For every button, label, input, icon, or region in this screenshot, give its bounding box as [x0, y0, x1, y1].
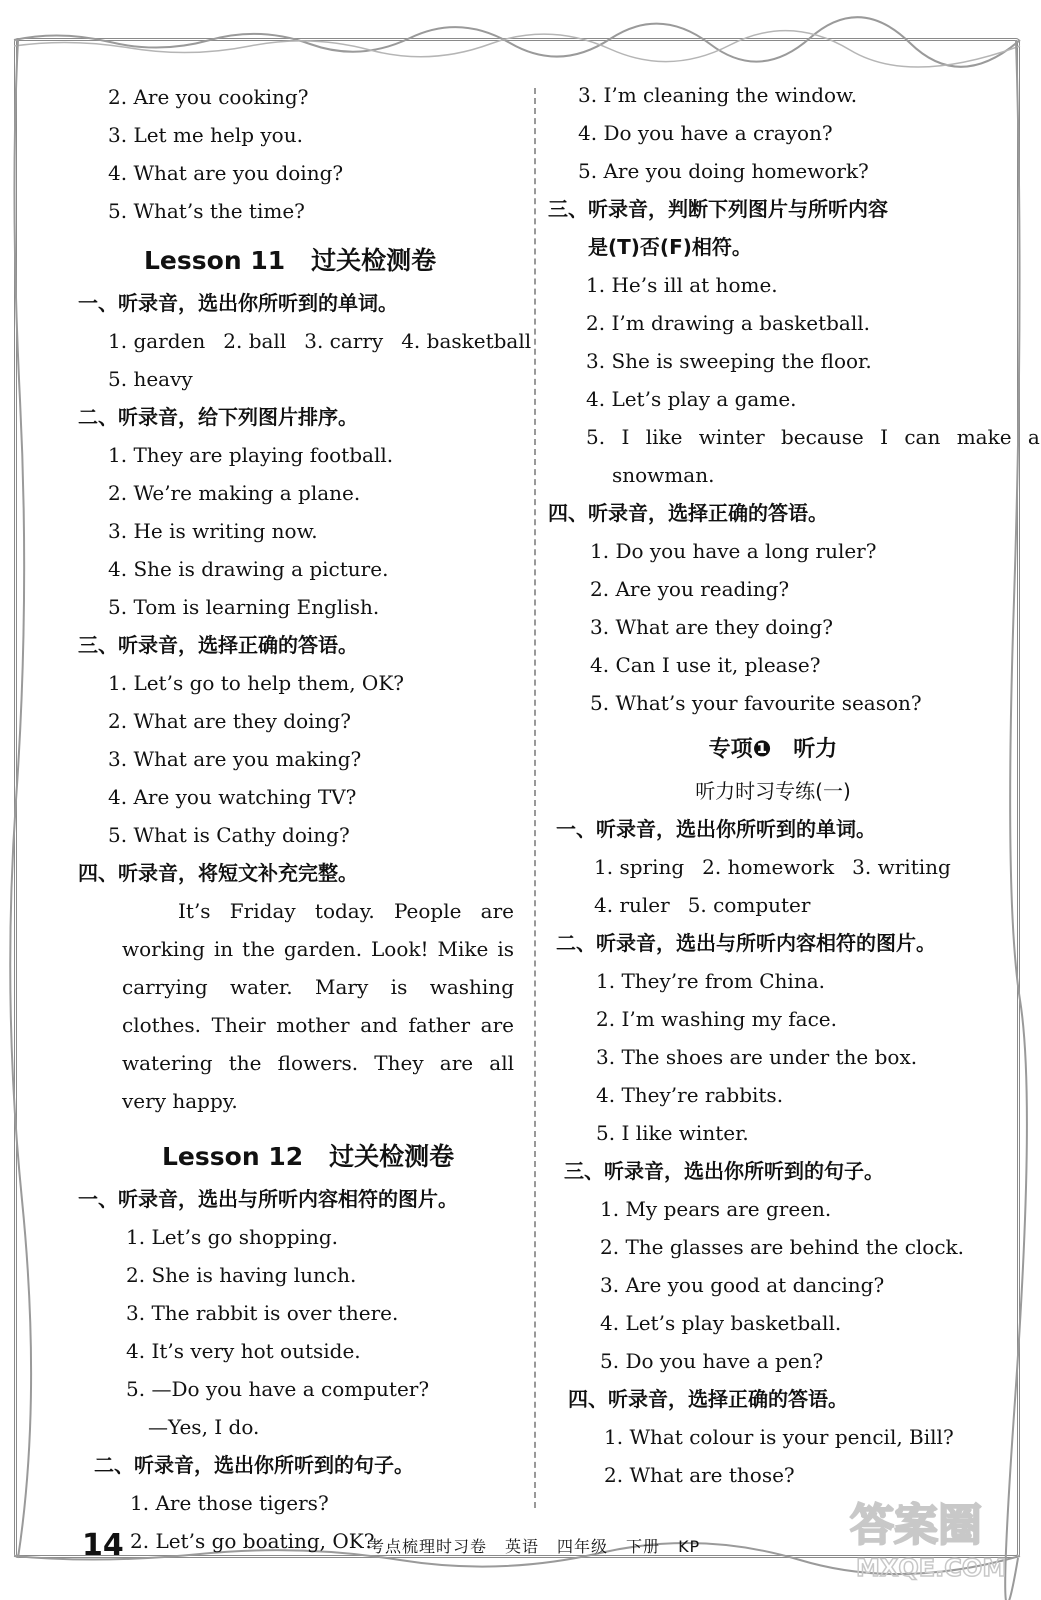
watermark-url: MXQE.COM [856, 1554, 1007, 1582]
section-heading: 四、听录音，选择正确的答语。 [568, 1387, 848, 1411]
section-heading: 一、听录音，选出与所听内容相符的图片。 [78, 1187, 458, 1211]
list-item: 4. Let’s play a game. [586, 387, 797, 411]
right-column [548, 76, 1040, 1494]
list-item: 2. Are you cooking? [108, 85, 309, 109]
volume: 下册 [626, 1537, 661, 1556]
page-number: 14 [82, 1528, 124, 1563]
watermark-text: 答案圈 [850, 1500, 982, 1551]
word-option: 2. homework [702, 855, 835, 879]
special-topic-subtitle: 听力时习专练(一) [695, 779, 851, 803]
lesson-11-title [78, 238, 518, 284]
list-item: 5. What is Cathy doing? [108, 823, 350, 847]
list-item: 4. Can I use it, please? [590, 653, 821, 677]
word-option: 5. heavy [108, 367, 193, 391]
list-item: 4. Are you watching TV? [108, 785, 357, 809]
list-item: 3. He is writing now. [108, 519, 318, 543]
list-item: 5. Are you doing homework? [578, 159, 869, 183]
word-option: 3. writing [852, 855, 951, 879]
list-item: 5. I like winter because I can make a [586, 425, 1040, 449]
list-item: 5. What’s the time? [108, 199, 305, 223]
grade: 四年级 [557, 1537, 609, 1556]
lesson-12-title [78, 1134, 518, 1180]
list-item: 1. They are playing football. [108, 443, 394, 467]
word-option: 1. garden [108, 329, 206, 353]
list-item: 3. The rabbit is over there. [126, 1301, 399, 1325]
list-item-continued: snowman. [612, 463, 715, 487]
list-item: 4. It’s very hot outside. [126, 1339, 361, 1363]
section-heading: 四、听录音，将短文补充完整。 [78, 861, 358, 885]
list-item: 4. Do you have a crayon? [578, 121, 833, 145]
list-item: 1. Let’s go shopping. [126, 1225, 339, 1249]
list-item: 3. Are you good at dancing? [600, 1273, 885, 1297]
book-title: 考点梳理时习卷 [368, 1537, 488, 1556]
list-item: 5. Do you have a pen? [600, 1349, 824, 1373]
section-heading: 二、听录音，选出你所听到的句子。 [94, 1453, 414, 1477]
word-option: 1. spring [594, 855, 685, 879]
list-item: 3. She is sweeping the floor. [586, 349, 872, 373]
word-row [548, 886, 998, 924]
list-item: 4. She is drawing a picture. [108, 557, 389, 581]
special-topic-title: 专项❶ 听力 [708, 737, 838, 762]
list-item: 1. He’s ill at home. [586, 273, 778, 297]
word-option: 5. computer [687, 893, 811, 917]
footer-info [368, 1534, 718, 1557]
list-item: 3. I’m cleaning the window. [578, 83, 858, 107]
list-item: 2. She is having lunch. [126, 1263, 357, 1287]
list-item: 4. What are you doing? [108, 161, 344, 185]
section-heading: 二、听录音，选出与所听内容相符的图片。 [556, 931, 936, 955]
list-item: 2. We’re making a plane. [108, 481, 361, 505]
list-item: 1. What colour is your pencil, Bill? [604, 1425, 954, 1449]
section-heading: 三、听录音，选出你所听到的句子。 [564, 1159, 884, 1183]
list-item: 4. They’re rabbits. [596, 1083, 784, 1107]
dialog-answer: —Yes, I do. [148, 1415, 260, 1439]
list-item: 2. The glasses are behind the clock. [600, 1235, 965, 1259]
lesson-11-subtitle: 过关检测卷 [311, 246, 437, 275]
paragraph-text: It’s Friday today. People are working in the garden. Look! Mike is carrying water. Mary is washing clothes. Their mother and father are watering the flowers. They are all very happy. [122, 899, 514, 1113]
list-item: 2. I’m drawing a basketball. [586, 311, 871, 335]
column-divider [534, 88, 536, 1508]
list-item: 2. What are they doing? [108, 709, 351, 733]
edition: KP [678, 1537, 701, 1556]
list-item: 1. They’re from China. [596, 969, 825, 993]
section-heading: 二、听录音，给下列图片排序。 [78, 405, 358, 429]
lesson-11-number: Lesson 11 [144, 246, 286, 275]
section-heading: 三、听录音，选择正确的答语。 [78, 633, 358, 657]
list-item: 3. What are you making? [108, 747, 362, 771]
watermark-logo [842, 1484, 1022, 1584]
list-item: 1. Do you have a long ruler? [590, 539, 877, 563]
list-item: 5. What’s your favourite season? [590, 691, 922, 715]
list-item: 5. —Do you have a computer? [126, 1377, 430, 1401]
section-heading-continued: 是(T)否(F)相符。 [588, 235, 752, 259]
list-item: 3. Let me help you. [108, 123, 303, 147]
subject: 英语 [505, 1537, 540, 1556]
word-row [78, 322, 532, 360]
list-item: 1. Are those tigers? [130, 1491, 329, 1515]
section-heading: 一、听录音，选出你所听到的单词。 [78, 291, 398, 315]
word-row [548, 848, 998, 886]
word-option: 3. carry [304, 329, 384, 353]
lesson-12-subtitle: 过关检测卷 [329, 1142, 455, 1171]
section-heading: 三、听录音，判断下列图片与所听内容 [548, 197, 888, 221]
list-item: 4. Let’s play basketball. [600, 1311, 842, 1335]
section-heading: 一、听录音，选出你所听到的单词。 [556, 817, 876, 841]
word-option: 4. basketball [401, 329, 532, 353]
list-item: 2. I’m washing my face. [596, 1007, 837, 1031]
lesson-12-number: Lesson 12 [162, 1142, 304, 1171]
word-option: 4. ruler [594, 893, 670, 917]
list-item: 2. Let’s go boating, OK? [130, 1529, 375, 1553]
section-heading: 四、听录音，选择正确的答语。 [548, 501, 828, 525]
cloze-paragraph [78, 892, 514, 1120]
list-item: 5. Tom is learning English. [108, 595, 380, 619]
list-item: 3. The shoes are under the box. [596, 1045, 918, 1069]
list-item: 5. I like winter. [596, 1121, 749, 1145]
list-item: 2. What are those? [604, 1463, 795, 1487]
list-item: 1. My pears are green. [600, 1197, 832, 1221]
list-item: 1. Let’s go to help them, OK? [108, 671, 404, 695]
list-item: 2. Are you reading? [590, 577, 790, 601]
list-item: 3. What are they doing? [590, 615, 833, 639]
word-option: 2. ball [223, 329, 287, 353]
